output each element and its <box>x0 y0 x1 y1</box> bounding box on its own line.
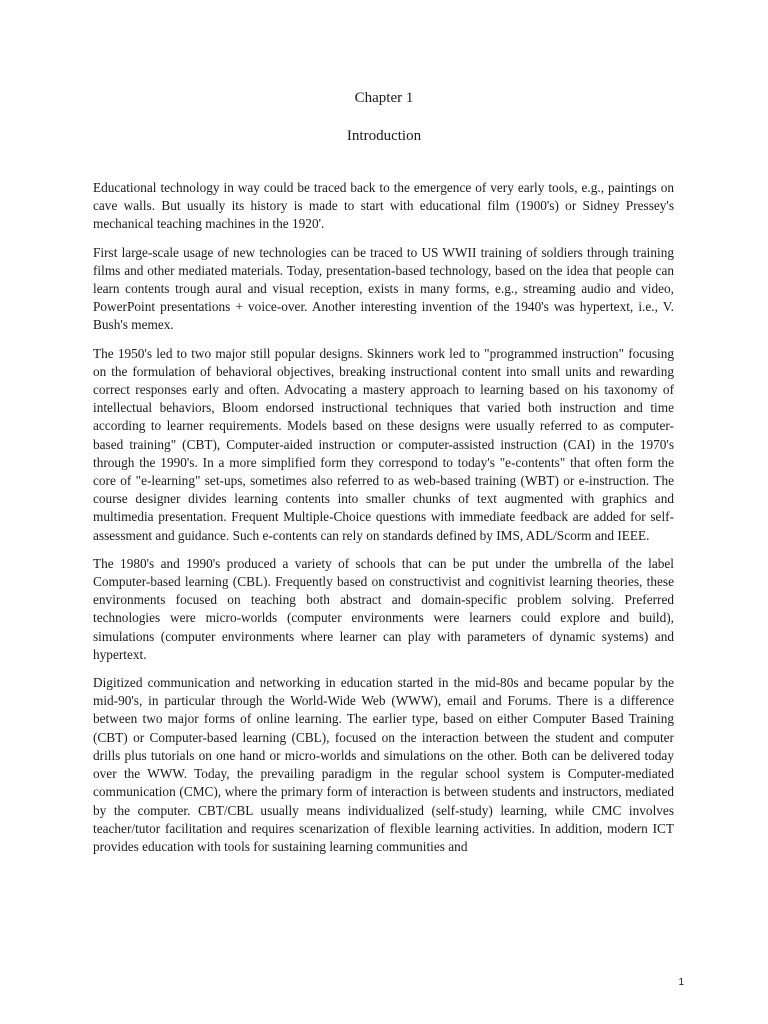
chapter-title: Introduction <box>346 128 422 144</box>
paragraph-1950s-designs: The 1950's led to two major still popular designs. Skinners work led to "programmed instruction" focusing on the formulation of behavioral objectives, breaking instructional content into small units and rewarding correct responses early and often. Advocating a mastery approach to learning based on his taxonomy of intellectual behaviors, Bloom endorsed instructional techniques that varied both instruction and time according to learner requirements. Models based on these designs were usually referred to as computer-based training" (CBT), Computer-aided instruction or computer-assisted instruction (CAI) in the 1970's through the 1990's. In a more simplified form they correspond to today's "e-contents" that often form the core of "e-learning" set-ups, sometimes also referred to as web-based training (WBT) or e-instruction. The course designer divides learning contents into smaller chunks of text augmented with graphics and multimedia presentation. Frequent Multiple-Choice questions with immediate feedback are added for self-assessment and guidance. Such e-contents can rely on standards defined by IMS, ADL/Scorm and IEEE. <box>93 345 674 543</box>
chapter-label: Chapter 1 <box>354 90 414 106</box>
page-number: 1 <box>678 977 684 988</box>
body-text <box>93 179 674 866</box>
paragraph-early-history: Educational technology in way could be traced back to the emergence of very early tools, e.g., paintings on cave walls. But usually its history is made to start with educational film (1900's) or Sidney Pressey's mechanical teaching machines in the 1920'. <box>93 180 674 232</box>
paragraph-online-learning: Digitized communication and networking in education started in the mid-80s and became popular by the mid-90's, in particular through the World-Wide Web (WWW), email and Forums. There is a difference between two major forms of online learning. The earlier type, based on either Computer Based Training (CBT) or Computer-based learning (CBL), focused on the interaction between the student and computer drills plus tutorials on one hand or micro-worlds and simulations on the other. Both can be delivered today over the WWW. Today, the prevailing paradigm in the regular school system is Computer-mediated communication (CMC), where the primary form of interaction is between students and instructors, mediated by the computer. CBT/CBL usually means individualized (self-study) learning, while CMC involves teacher/tutor facilitation and requires scenarization of flexible learning activities. In addition, modern ICT provides education with tools for sustaining learning communities and <box>93 675 674 854</box>
paragraph-wwii-training: First large-scale usage of new technologies can be traced to US WWII training of soldiers through training films and other mediated materials. Today, presentation-based technology, based on the idea that people can learn contents trough aural and visual reception, exists in many forms, e.g., streaming audio and video, PowerPoint presentations + voice-over. Another interesting invention of the 1940's was hypertext, i.e., V. Bush's memex. <box>93 244 674 333</box>
paragraph-1980s-cbl: The 1980's and 1990's produced a variety of schools that can be put under the umbrella of the label Computer-based learning (CBL). Frequently based on constructivist and cognitivist learning theories, these environments focused on teaching both abstract and domain-specific problem solving. Preferred technologies were micro-worlds (computer environments were learners could explore and build), simulations (computer environments where learner can play with parameters of dynamic systems) and hypertext. <box>93 555 674 662</box>
